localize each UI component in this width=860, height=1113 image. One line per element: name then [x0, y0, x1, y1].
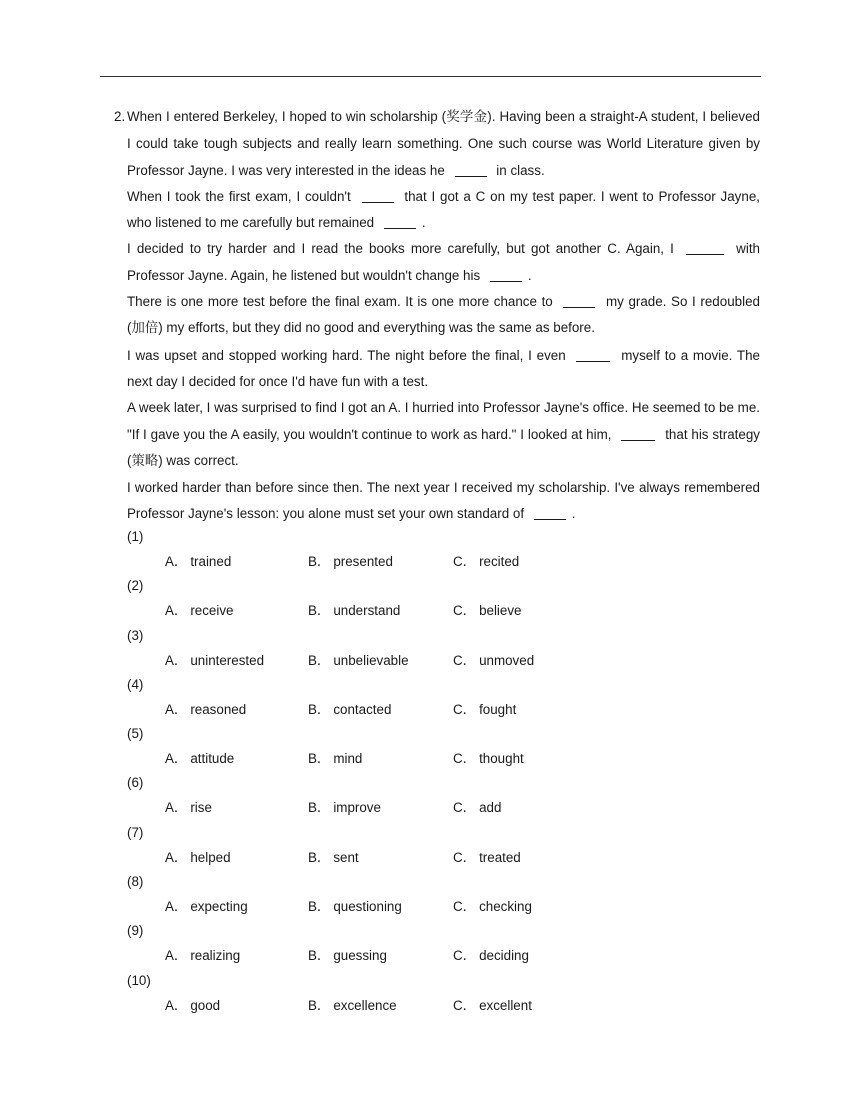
option-a[interactable]: A． good: [165, 997, 221, 1013]
passage-text: I decided to try harder and I read the books more carefully, but got another C. Again, I: [127, 241, 674, 257]
passage-text: myself to a movie. The next day I decided for once I'd have fun with a test.: [127, 347, 760, 389]
chinese-gloss: 奖学金: [446, 110, 488, 125]
question-item: [127, 525, 760, 574]
question-label: (8): [127, 874, 144, 890]
header-rule: [100, 76, 761, 77]
option-a[interactable]: A． expecting: [165, 899, 248, 915]
option-c[interactable]: C． thought: [453, 751, 524, 767]
blank-1[interactable]: [455, 162, 487, 176]
question-label: (9): [127, 923, 144, 939]
question-item: [127, 821, 760, 870]
option-a[interactable]: A． realizing: [165, 948, 241, 964]
question-label: (2): [127, 578, 144, 594]
chinese-gloss: 策略: [131, 453, 159, 469]
passage-text: with Professor Jayne. Again, he listened but wouldn't change his: [127, 241, 760, 283]
passage-text: that his strategy (: [127, 426, 760, 468]
question-item: [127, 574, 760, 623]
option-b[interactable]: B． contacted: [308, 701, 392, 717]
blank-4[interactable]: [686, 241, 724, 255]
option-c[interactable]: C． unmoved: [453, 652, 535, 668]
passage-text: my grade. So I redoubled (: [127, 294, 760, 336]
option-a[interactable]: A． reasoned: [165, 701, 247, 717]
option-b[interactable]: B． understand: [308, 603, 401, 619]
question-list: [127, 525, 760, 1018]
passage-text: There is one more test before the final exam. It is one more chance to: [127, 294, 553, 310]
blank-7[interactable]: [576, 347, 610, 361]
passage-text: .: [571, 506, 576, 522]
passage-paragraph: [114, 104, 761, 184]
question-item: [127, 771, 760, 820]
question-number: 2.: [114, 109, 126, 124]
question-label: (10): [127, 972, 151, 988]
option-a[interactable]: A． rise: [165, 800, 212, 816]
question-label: (1): [127, 529, 144, 544]
option-b[interactable]: B． excellence: [308, 997, 397, 1013]
option-c[interactable]: C． excellent: [453, 997, 532, 1013]
option-b[interactable]: B． questioning: [308, 899, 402, 915]
passage-paragraph: [127, 475, 760, 528]
option-c[interactable]: C． deciding: [453, 948, 529, 964]
option-a[interactable]: A． attitude: [165, 751, 235, 767]
question-label: (5): [127, 726, 144, 742]
passage-text: I worked harder than before since then. The next year I received my scholarship. I've always remembered Professor Jayne's lesson: you alone must set your own standard of: [127, 480, 760, 522]
option-b[interactable]: B． presented: [308, 554, 393, 569]
option-c[interactable]: C． checking: [453, 899, 532, 915]
option-c[interactable]: C． add: [453, 800, 502, 816]
question-label: (3): [127, 627, 144, 643]
passage-paragraph: [127, 184, 760, 237]
option-b[interactable]: B． unbelievable: [308, 652, 409, 668]
question-label: (7): [127, 824, 144, 840]
passage-text: When I entered Berkeley, I hoped to win scholarship (: [127, 109, 447, 124]
option-c[interactable]: C． recited: [453, 554, 520, 569]
blank-2[interactable]: [362, 189, 394, 203]
cloze-passage: [114, 104, 761, 528]
blank-9[interactable]: [534, 506, 566, 520]
option-c[interactable]: C． believe: [453, 603, 522, 619]
option-b[interactable]: B． guessing: [308, 948, 387, 964]
blank-8[interactable]: [621, 426, 655, 440]
option-b[interactable]: B． improve: [308, 800, 381, 816]
passage-text: When I took the first exam, I couldn't: [127, 188, 351, 204]
question-item: [127, 870, 760, 919]
option-a[interactable]: A． uninterested: [165, 652, 265, 668]
passage-paragraph: [127, 343, 760, 396]
option-c[interactable]: C． treated: [453, 849, 521, 865]
passage-text: A week later, I was surprised to find I got an A. I hurried into Professor Jayne's office. He seemed to be me. "If I gave you the A easily, you wouldn't continue to work as hard." I looked at him,: [127, 400, 760, 442]
passage-paragraph: [127, 395, 760, 475]
passage-text: .: [527, 267, 532, 283]
blank-6[interactable]: [563, 294, 595, 308]
option-a[interactable]: A． trained: [165, 554, 232, 569]
passage-paragraph: [127, 289, 760, 343]
blank-3[interactable]: [384, 215, 416, 229]
blank-5[interactable]: [490, 267, 522, 281]
passage-text: I was upset and stopped working hard. The night before the final, I even: [127, 347, 566, 363]
passage-text: .: [421, 215, 426, 231]
passage-text: in class.: [496, 162, 545, 178]
passage-text: ) was correct.: [158, 452, 239, 468]
option-b[interactable]: B． sent: [308, 849, 359, 865]
question-item: [127, 722, 760, 771]
option-c[interactable]: C． fought: [453, 701, 517, 717]
question-item: [127, 919, 760, 968]
question-item: [127, 624, 760, 673]
question-label: (4): [127, 676, 144, 692]
chinese-gloss: 加倍: [131, 321, 159, 337]
passage-text: ). Having been a straight-A student, I believed I could take tough subjects and really learn something. One such course was World Literature given by Professor Jayne. I was very interested in the ideas he: [127, 109, 761, 178]
passage-text: ) my efforts, but they did no good and everything was the same as before.: [158, 320, 595, 336]
passage-text: that I got a C on my test paper. I went to Professor Jayne, who listened to me carefully but remained: [127, 188, 760, 231]
option-a[interactable]: A． helped: [165, 849, 231, 865]
option-b[interactable]: B． mind: [308, 751, 363, 767]
question-item: [127, 969, 760, 1018]
question-label: (6): [127, 775, 144, 791]
option-a[interactable]: A． receive: [165, 603, 234, 619]
passage-paragraph: [127, 236, 760, 289]
question-item: [127, 673, 760, 722]
